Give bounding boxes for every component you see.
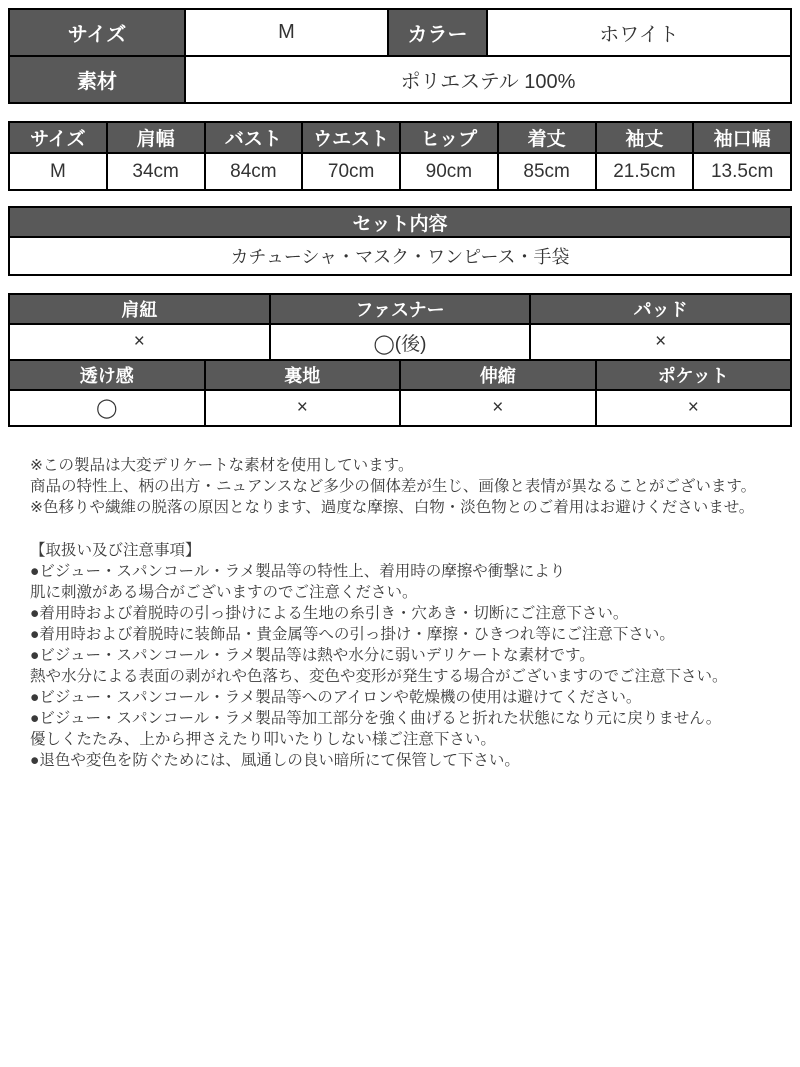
val-sleeve-length: 21.5cm	[596, 153, 694, 190]
val-hip: 90cm	[400, 153, 498, 190]
care-line: ●退色や変色を防ぐためには、風通しの良い暗所にて保管して下さい。	[30, 752, 520, 769]
val-size: M	[9, 153, 107, 190]
col-bust: バスト	[205, 122, 303, 153]
val-lining: ×	[205, 390, 401, 426]
material-notes	[30, 455, 792, 518]
col-stretch: 伸縮	[400, 360, 596, 390]
col-lining: 裏地	[205, 360, 401, 390]
col-pad: パッド	[530, 294, 791, 324]
col-hip: ヒップ	[400, 122, 498, 153]
size-label: サイズ	[9, 9, 185, 56]
val-waist: 70cm	[302, 153, 400, 190]
material-row	[9, 56, 791, 103]
set-contents-header-row	[9, 207, 791, 237]
features-2-value-row	[9, 390, 791, 426]
col-waist: ウエスト	[302, 122, 400, 153]
size-color-material-table	[8, 8, 792, 104]
measurements-table	[8, 121, 792, 191]
col-fastener: ファスナー	[270, 294, 531, 324]
val-length: 85cm	[498, 153, 596, 190]
set-contents-label: セット内容	[9, 207, 791, 237]
color-label: カラー	[388, 9, 487, 56]
measurements-value-row	[9, 153, 791, 190]
col-sheerness: 透け感	[9, 360, 205, 390]
care-line: 熱や水分による表面の剥がれや色落ち、変色や変形が発生する場合がございますのでご注意下さい。	[30, 668, 728, 685]
care-line: ●着用時および着脱時に装飾品・貴金属等への引っ掛け・摩擦・ひきつれ等にご注意下さい。	[30, 626, 675, 643]
care-line: ●ビジュー・スパンコール・ラメ製品等の特性上、着用時の摩擦や衝撃により	[30, 563, 566, 580]
val-pad: ×	[530, 324, 791, 360]
val-stretch: ×	[400, 390, 596, 426]
set-contents-value: カチューシャ・マスク・ワンピース・手袋	[9, 237, 791, 275]
note-line: 商品の特性上、柄の出方・ニュアンスなど多少の個体差が生じ、画像と表情が異なることがございます。	[30, 478, 757, 495]
care-line: ●ビジュー・スパンコール・ラメ製品等加工部分を強く曲げると折れた状態になり元に戻りません。	[30, 710, 722, 727]
care-line: 肌に刺激がある場合がございますのでご注意ください。	[30, 584, 418, 601]
color-value: ホワイト	[487, 9, 791, 56]
features-table-2	[8, 359, 792, 427]
material-label: 素材	[9, 56, 185, 103]
val-pocket: ×	[596, 390, 792, 426]
col-cuff-width: 袖口幅	[693, 122, 791, 153]
care-title: 【取扱い及び注意事項】	[30, 542, 201, 559]
col-length: 着丈	[498, 122, 596, 153]
measurements-header-row	[9, 122, 791, 153]
care-instructions	[30, 540, 792, 771]
col-shoulder-strap: 肩紐	[9, 294, 270, 324]
size-color-row	[9, 9, 791, 56]
care-line: ●ビジュー・スパンコール・ラメ製品等へのアイロンや乾燥機の使用は避けてください。	[30, 689, 642, 706]
note-line: ※この製品は大変デリケートな素材を使用しています。	[30, 457, 414, 474]
features-1-value-row	[9, 324, 791, 360]
col-sleeve-length: 袖丈	[596, 122, 694, 153]
care-line: ●着用時および着脱時の引っ掛けによる生地の糸引き・穴あき・切断にご注意下さい。	[30, 605, 629, 622]
size-value: M	[185, 9, 388, 56]
care-line: ●ビジュー・スパンコール・ラメ製品等は熱や水分に弱いデリケートな素材です。	[30, 647, 595, 664]
care-line: 優しくたたみ、上から押さえたり叩いたりしない様ご注意下さい。	[30, 731, 496, 748]
val-bust: 84cm	[205, 153, 303, 190]
set-contents-table	[8, 206, 792, 276]
col-pocket: ポケット	[596, 360, 792, 390]
set-contents-value-row	[9, 237, 791, 275]
col-size: サイズ	[9, 122, 107, 153]
features-table-1	[8, 293, 792, 361]
material-value: ポリエステル 100%	[185, 56, 791, 103]
val-fastener: ◯(後)	[270, 324, 531, 360]
col-shoulder-width: 肩幅	[107, 122, 205, 153]
val-shoulder-width: 34cm	[107, 153, 205, 190]
val-sheerness: ◯	[9, 390, 205, 426]
features-2-header-row	[9, 360, 791, 390]
features-1-header-row	[9, 294, 791, 324]
val-cuff-width: 13.5cm	[693, 153, 791, 190]
val-shoulder-strap: ×	[9, 324, 270, 360]
note-line: ※色移りや繊維の脱落の原因となります、過度な摩擦、白物・淡色物とのご着用はお避けくださいませ。	[30, 499, 755, 516]
